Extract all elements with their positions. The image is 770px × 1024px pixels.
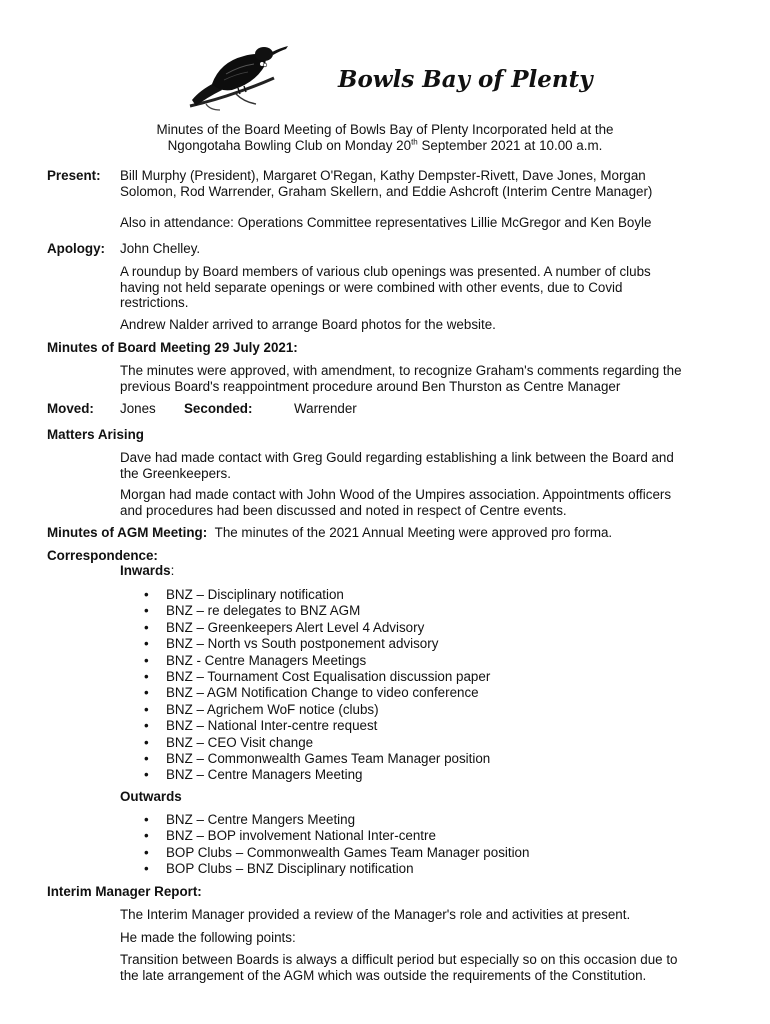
present-label: Present: (47, 168, 101, 183)
agm-heading: Minutes of AGM Meeting: (47, 525, 208, 540)
correspondence-heading: Correspondence: (47, 548, 158, 563)
interim-paragraph-2: He made the following points: (120, 930, 296, 945)
interim-heading: Interim Manager Report: (47, 884, 202, 899)
list-item: • BNZ – Centre Managers Meeting (144, 767, 490, 783)
list-item: • BOP Clubs – BNZ Disciplinary notification (144, 861, 529, 877)
agm-text: The minutes of the 2021 Annual Meeting were approved pro forma. (214, 525, 613, 540)
matters-heading: Matters Arising (47, 427, 144, 442)
agm-line (47, 525, 612, 541)
moved-value: Jones (120, 401, 156, 416)
interim-paragraph-1: The Interim Manager provided a review of the Manager's role and activities at present. (120, 907, 631, 922)
seconded-value: Warrender (294, 401, 357, 416)
minutes-board-text: The minutes were approved, with amendment, to recognize Graham's comments regarding the previous Board's reappointment procedure around Ben Thurston as Centre Manager (120, 363, 682, 394)
meeting-subtitle (0, 122, 770, 153)
list-item: • BNZ – CEO Visit change (144, 735, 490, 751)
roundup-paragraph: A roundup by Board members of various club openings was presented. A number of clubs having not held separate openings or were combined with other events, due to Covid restrictions. (120, 264, 651, 310)
list-item: • BNZ – re delegates to BNZ AGM (144, 603, 490, 619)
document-title: Bowls Bay of Plenty (338, 66, 593, 93)
present-list: Bill Murphy (President), Margaret O'Regan, Kathy Dempster-Rivett, Dave Jones, Morgan Solomon, Rod Warrender, Graham Skellern, and Eddie Ashcroft (Interim Centre Manager) (120, 168, 653, 199)
also-attendance: Also in attendance: Operations Committee representatives Lillie McGregor and Ken Boyle (120, 215, 652, 230)
list-item: • BNZ – North vs South postponement advisory (144, 636, 490, 652)
subtitle-line-2: Ngongotaha Bowling Club on Monday 20th September 2021 at 10.00 a.m. (167, 137, 603, 153)
list-item: • BNZ – Tournament Cost Equalisation discussion paper (144, 669, 490, 685)
moved-label: Moved: (47, 401, 94, 416)
matters-paragraph-2: Morgan had made contact with John Wood of the Umpires association. Appointments officers and procedures had been discussed and noted in respect of Centre events. (120, 487, 672, 518)
list-item: • BNZ – Centre Mangers Meeting (144, 812, 529, 828)
list-item: • BNZ – Greenkeepers Alert Level 4 Advisory (144, 620, 490, 636)
outwards-list (144, 812, 529, 878)
list-item: • BNZ - Centre Managers Meetings (144, 653, 490, 669)
apology-text: John Chelley. (120, 241, 201, 256)
seconded-label: Seconded: (184, 401, 253, 416)
subtitle-line-1: Minutes of the Board Meeting of Bowls Bay of Plenty Incorporated held at the (156, 122, 614, 137)
nalder-paragraph: Andrew Nalder arrived to arrange Board photos for the website. (120, 317, 496, 332)
list-item: • BOP Clubs – Commonwealth Games Team Manager position (144, 845, 529, 861)
minutes-board-heading: Minutes of Board Meeting 29 July 2021: (47, 340, 298, 355)
inwards-heading: Inwards: (120, 563, 175, 578)
tui-bird-logo (186, 40, 290, 114)
interim-paragraph-3: Transition between Boards is always a difficult period but especially so on this occasion due to the late arrangement of the AGM which was outside the requirements of the Constitution. (120, 952, 678, 983)
list-item: • BNZ – Commonwealth Games Team Manager position (144, 751, 490, 767)
list-item: • BNZ – AGM Notification Change to video conference (144, 685, 490, 701)
list-item: • BNZ – Agrichem WoF notice (clubs) (144, 702, 490, 718)
inwards-list (144, 587, 490, 784)
list-item: • BNZ – Disciplinary notification (144, 587, 490, 603)
apology-label: Apology: (47, 241, 106, 256)
list-item: • BNZ – BOP involvement National Inter-centre (144, 828, 529, 844)
list-item: • BNZ – National Inter-centre request (144, 718, 490, 734)
matters-paragraph-1: Dave had made contact with Greg Gould regarding establishing a link between the Board and the Greenkeepers. (120, 450, 674, 481)
outwards-heading: Outwards (120, 789, 182, 804)
